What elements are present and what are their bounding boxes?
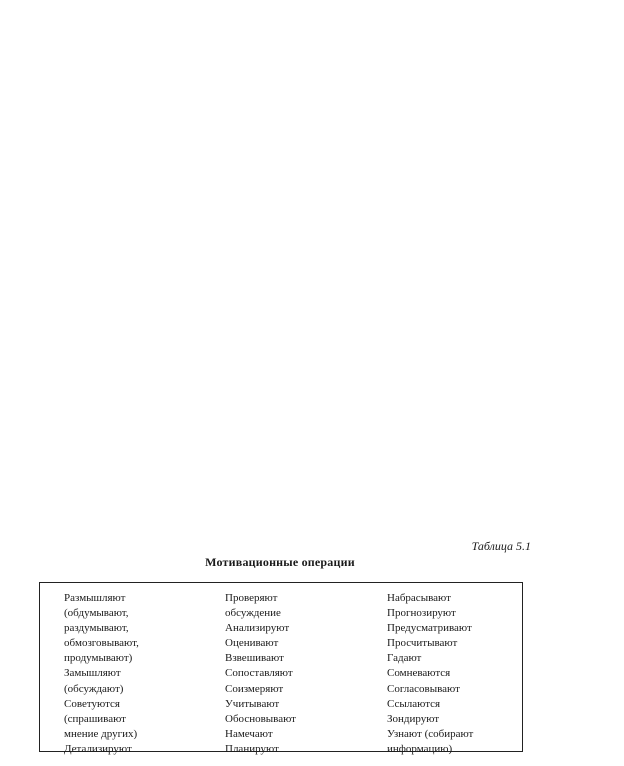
table-cell: мнение других) — [64, 727, 138, 740]
table-cell: Учитывают — [225, 697, 280, 710]
table-cell: Сопоставляют — [225, 667, 293, 680]
table-cell: информацию) — [387, 742, 453, 755]
table-caption: Таблица 5.1 — [471, 539, 531, 553]
table-cell: Замышляют — [64, 667, 121, 680]
table-cell: Согласовывают — [387, 682, 460, 695]
table-cell: Ссылаются — [387, 697, 441, 710]
table-cell: Набрасывают — [387, 592, 451, 604]
table-cell: Анализируют — [225, 622, 290, 635]
table-cell: Советуются — [64, 697, 120, 710]
table-cell: Узнают (собирают — [387, 727, 474, 740]
table-cell: Оценивают — [225, 637, 279, 650]
table-cell: (спрашивают — [64, 712, 126, 725]
table-cell: Обосновывают — [225, 712, 296, 725]
table-cell: обсуждение — [225, 607, 281, 620]
table-cell: (обсуждают) — [64, 682, 124, 695]
table-column-3 — [387, 591, 473, 757]
table-cell: раздумывают, — [64, 622, 129, 635]
table-cell: Взвешивают — [225, 652, 284, 665]
table-cell: обмозговывают, — [64, 637, 139, 650]
table-cell: Просчитывают — [387, 637, 458, 650]
table-frame — [39, 582, 523, 755]
table-title: Мотивационные операции — [205, 555, 355, 569]
table-cell: Гадают — [387, 652, 422, 665]
table-cell: Планируют — [225, 742, 279, 755]
table-cell: Размышляют — [64, 592, 126, 604]
table-cell: Зондируют — [387, 712, 440, 725]
table-cell: Намечают — [225, 727, 273, 740]
table-cell: Проверяют — [225, 592, 278, 604]
table-cell: (обдумывают, — [64, 607, 129, 620]
table-column-2 — [225, 591, 296, 757]
table-column-1 — [64, 591, 139, 757]
table-cell: Сомневаются — [387, 667, 451, 680]
table-cell: Соизмеряют — [225, 682, 284, 695]
table-cell: Предусматривают — [387, 622, 472, 635]
table-cell: Прогнозируют — [387, 607, 456, 620]
table-cell: Детализируют — [64, 742, 132, 755]
table-cell: продумывают) — [64, 652, 133, 665]
